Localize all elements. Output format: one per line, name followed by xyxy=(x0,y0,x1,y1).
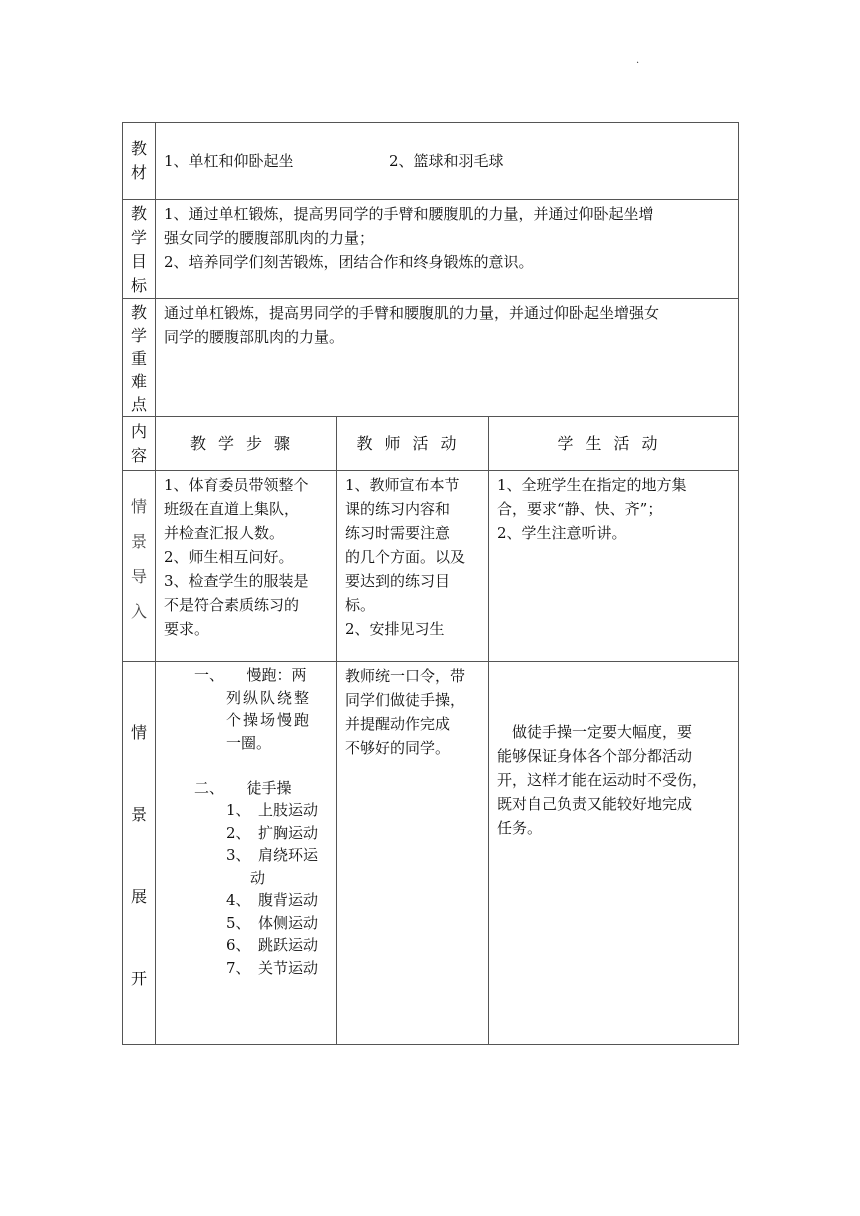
label-char: 材 xyxy=(130,163,147,182)
teacher-line: 并提醒动作完成 xyxy=(345,715,451,733)
exercise-item: 6、 跳跃运动 xyxy=(226,936,319,954)
content-label xyxy=(123,417,156,471)
label-char: 标 xyxy=(130,276,147,295)
header-row xyxy=(123,417,739,471)
step-heading: 二、 徒手操 xyxy=(194,778,292,797)
exercise-item: 7、 关节运动 xyxy=(226,958,319,977)
label-char: 重 xyxy=(130,349,147,368)
header-teaching-steps: 教学步骤 xyxy=(156,417,337,471)
objective-line: 强女同学的腰腹部肌肉的力量； xyxy=(164,229,375,247)
step-line: 2、师生相互问好。 xyxy=(164,548,294,566)
teacher-line: 同学们做徒手操， xyxy=(345,691,466,709)
exercise-item: 1、 上肢运动 xyxy=(226,801,319,819)
student-line: 做徒手操一定要大幅度，要 xyxy=(497,723,693,741)
label-char: 容 xyxy=(130,445,147,465)
student-line: 任务。 xyxy=(497,819,543,837)
intro-teacher-activity xyxy=(337,471,489,662)
intro-row xyxy=(123,471,739,662)
material-item-1: 1、单杠和仰卧起坐 xyxy=(164,152,294,170)
page-mark: · xyxy=(636,58,640,69)
label-char: 教 xyxy=(130,303,147,322)
material-content xyxy=(156,123,739,200)
teacher-line: 标。 xyxy=(345,596,376,614)
header-teacher-activity: 教师活动 xyxy=(337,417,489,471)
student-line: 2、学生注意听讲。 xyxy=(497,524,627,542)
teacher-line: 不够好的同学。 xyxy=(345,739,451,757)
student-line: 合，要求“静、快、齐”； xyxy=(497,500,663,518)
teacher-line: 2、安排见习生 xyxy=(345,620,445,638)
key-points-row xyxy=(123,299,739,417)
exercise-item: 4、 腹背运动 xyxy=(226,891,319,909)
intro-label xyxy=(123,471,156,662)
label-char: 教 xyxy=(130,139,147,158)
label-char: 开 xyxy=(130,969,147,988)
exercise-item: 2、 扩胸运动 xyxy=(226,823,319,842)
label-char: 难 xyxy=(130,372,147,391)
develop-student-activity xyxy=(489,662,739,1045)
key-point-line: 同学的腰腹部肌肉的力量。 xyxy=(164,328,345,346)
label-char: 教 xyxy=(130,204,147,223)
exercise-item: 3、 肩绕环运 xyxy=(226,846,319,864)
student-line: 开，这样才能在运动时不受伤， xyxy=(497,771,708,789)
step-line: 不是符合素质练习的 xyxy=(164,596,300,614)
step-line: 并检查汇报人数。 xyxy=(164,524,285,542)
intro-steps xyxy=(156,471,337,662)
objective-line: 1、通过单杠锻炼，提高男同学的手臂和腰腹肌的力量，并通过仰卧起坐增 xyxy=(164,205,654,223)
teacher-line: 课的练习内容和 xyxy=(345,500,451,518)
key-points-label xyxy=(123,299,156,417)
header-student-activity: 学生活动 xyxy=(489,417,739,471)
material-label xyxy=(123,123,156,200)
teacher-line: 练习时需要注意 xyxy=(345,524,451,542)
objectives-row xyxy=(123,200,739,299)
teacher-line: 的几个方面。以及 xyxy=(345,548,466,566)
student-line: 1、全班学生在指定的地方集 xyxy=(497,476,687,494)
teacher-line: 教师统一口令，带 xyxy=(345,667,466,685)
objectives-label xyxy=(123,200,156,299)
intro-student-activity xyxy=(489,471,739,662)
label-char: 学 xyxy=(130,326,147,345)
material-item-2: 2、篮球和羽毛球 xyxy=(389,152,504,170)
exercise-item: 5、 体侧运动 xyxy=(226,913,319,932)
label-char: 情 xyxy=(130,723,147,742)
exercise-item: 动 xyxy=(250,868,266,887)
key-points-content xyxy=(156,299,739,417)
teacher-line: 要达到的练习目 xyxy=(345,572,451,590)
label-char: 目 xyxy=(130,252,147,271)
step-line: 要求。 xyxy=(164,620,210,638)
step-heading: 一、 慢跑：两 xyxy=(194,666,307,684)
step-line: 一圈。 xyxy=(226,733,272,752)
label-char: 学 xyxy=(130,228,147,247)
step-line: 个操场慢跑 xyxy=(226,711,312,729)
label-char: 点 xyxy=(130,395,147,414)
step-line: 班级在直道上集队， xyxy=(164,500,300,518)
spacer xyxy=(156,754,330,777)
develop-label xyxy=(123,662,156,1045)
label-char: 景 xyxy=(130,805,147,824)
material-row xyxy=(123,123,739,200)
objectives-content xyxy=(156,200,739,299)
key-point-line: 通过单杠锻炼，提高男同学的手臂和腰腹肌的力量，并通过仰卧起坐增强女 xyxy=(164,304,660,322)
step-line: 1、体育委员带领整个 xyxy=(164,476,309,494)
lesson-plan-table xyxy=(122,122,739,1045)
teacher-line: 1、教师宣布本节 xyxy=(345,476,460,494)
label-char: 内 xyxy=(130,421,147,441)
student-line: 既对自己负责又能较好地完成 xyxy=(497,795,693,813)
label-char: 导 xyxy=(130,567,147,586)
label-char: 入 xyxy=(130,602,147,621)
label-char: 展 xyxy=(130,887,147,906)
develop-teacher-activity xyxy=(337,662,489,1045)
step-line: 列纵队绕整 xyxy=(226,688,312,707)
student-line: 能够保证身体各个部分都活动 xyxy=(497,747,693,765)
objective-line: 2、培养同学们刻苦锻炼，团结合作和终身锻炼的意识。 xyxy=(164,253,534,271)
develop-row xyxy=(123,662,739,1045)
label-char: 景 xyxy=(130,532,147,551)
step-line: 3、检查学生的服装是 xyxy=(164,572,309,590)
develop-steps xyxy=(156,662,337,1045)
label-char: 情 xyxy=(130,497,147,516)
